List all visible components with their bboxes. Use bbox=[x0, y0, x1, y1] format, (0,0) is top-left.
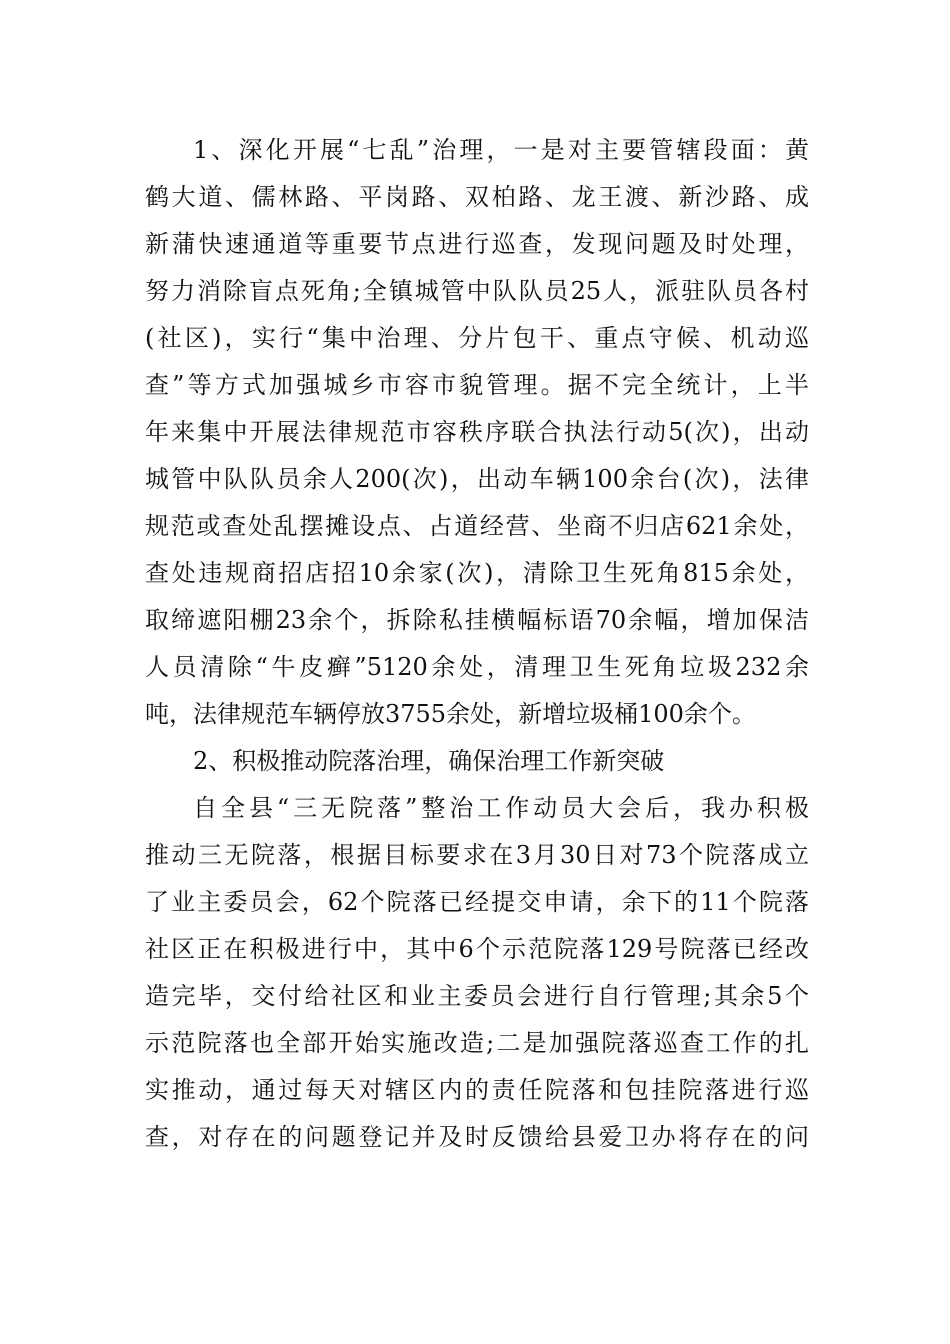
paragraph-1-line-11: 取缔遮阳棚23余个，拆除私挂横幅标语70余幅，增加保洁 bbox=[145, 606, 809, 634]
paragraph-1-line-12: 人员清除“牛皮癣”5120余处，清理卫生死角垃圾232余 bbox=[145, 653, 809, 681]
paragraph-2-line-6: 示范院落也全部开始实施改造;二是加强院落巡查工作的扎 bbox=[145, 1029, 809, 1057]
paragraph-2-line-7: 实推动，通过每天对辖区内的责任院落和包挂院落进行巡 bbox=[145, 1076, 809, 1104]
paragraph-1-line-6: 查”等方式加强城乡市容市貌管理。据不完全统计，上半 bbox=[145, 371, 809, 399]
section-heading-2: 2、积极推动院落治理，确保治理工作新突破 bbox=[193, 747, 665, 775]
paragraph-2-line-4: 社区正在积极进行中，其中6个示范院落129号院落已经改 bbox=[145, 935, 809, 963]
paragraph-1-line-4: 努力消除盲点死角;全镇城管中队队员25人，派驻队员各村 bbox=[145, 277, 809, 305]
document-body bbox=[145, 127, 809, 1161]
paragraph-1-line-3: 新蒲快速通道等重要节点进行巡查，发现问题及时处理， bbox=[145, 230, 809, 258]
paragraph-1-line-5: (社区)，实行“集中治理、分片包干、重点守候、机动巡 bbox=[145, 324, 809, 352]
paragraph-1-line-13: 吨，法律规范车辆停放3755余处，新增垃圾桶100余个。 bbox=[145, 700, 756, 728]
paragraph-2-line-5: 造完毕，交付给社区和业主委员会进行自行管理;其余5个 bbox=[145, 982, 809, 1010]
paragraph-1-line-10: 查处违规商招店招10余家(次)，清除卫生死角815余处， bbox=[145, 559, 809, 587]
paragraph-2-line-3: 了业主委员会，62个院落已经提交申请，余下的11个院落 bbox=[145, 888, 809, 916]
paragraph-1-line-7: 年来集中开展法律规范市容秩序联合执法行动5(次)，出动 bbox=[145, 418, 809, 446]
paragraph-1-line-8: 城管中队队员余人200(次)，出动车辆100余台(次)，法律 bbox=[145, 465, 809, 493]
paragraph-2-line-8: 查，对存在的问题登记并及时反馈给县爱卫办将存在的问 bbox=[145, 1123, 809, 1151]
paragraph-1-line-9: 规范或查处乱摆摊设点、占道经营、坐商不归店621余处， bbox=[145, 512, 809, 540]
paragraph-1-line-1: 1、深化开展“七乱”治理，一是对主要管辖段面：黄 bbox=[193, 136, 809, 164]
paragraph-2-line-2: 推动三无院落，根据目标要求在3月30日对73个院落成立 bbox=[145, 841, 809, 869]
paragraph-2-line-1: 自全县“三无院落”整治工作动员大会后，我办积极 bbox=[193, 794, 809, 822]
paragraph-1-line-2: 鹤大道、儒林路、平岗路、双柏路、龙王渡、新沙路、成 bbox=[145, 183, 809, 211]
